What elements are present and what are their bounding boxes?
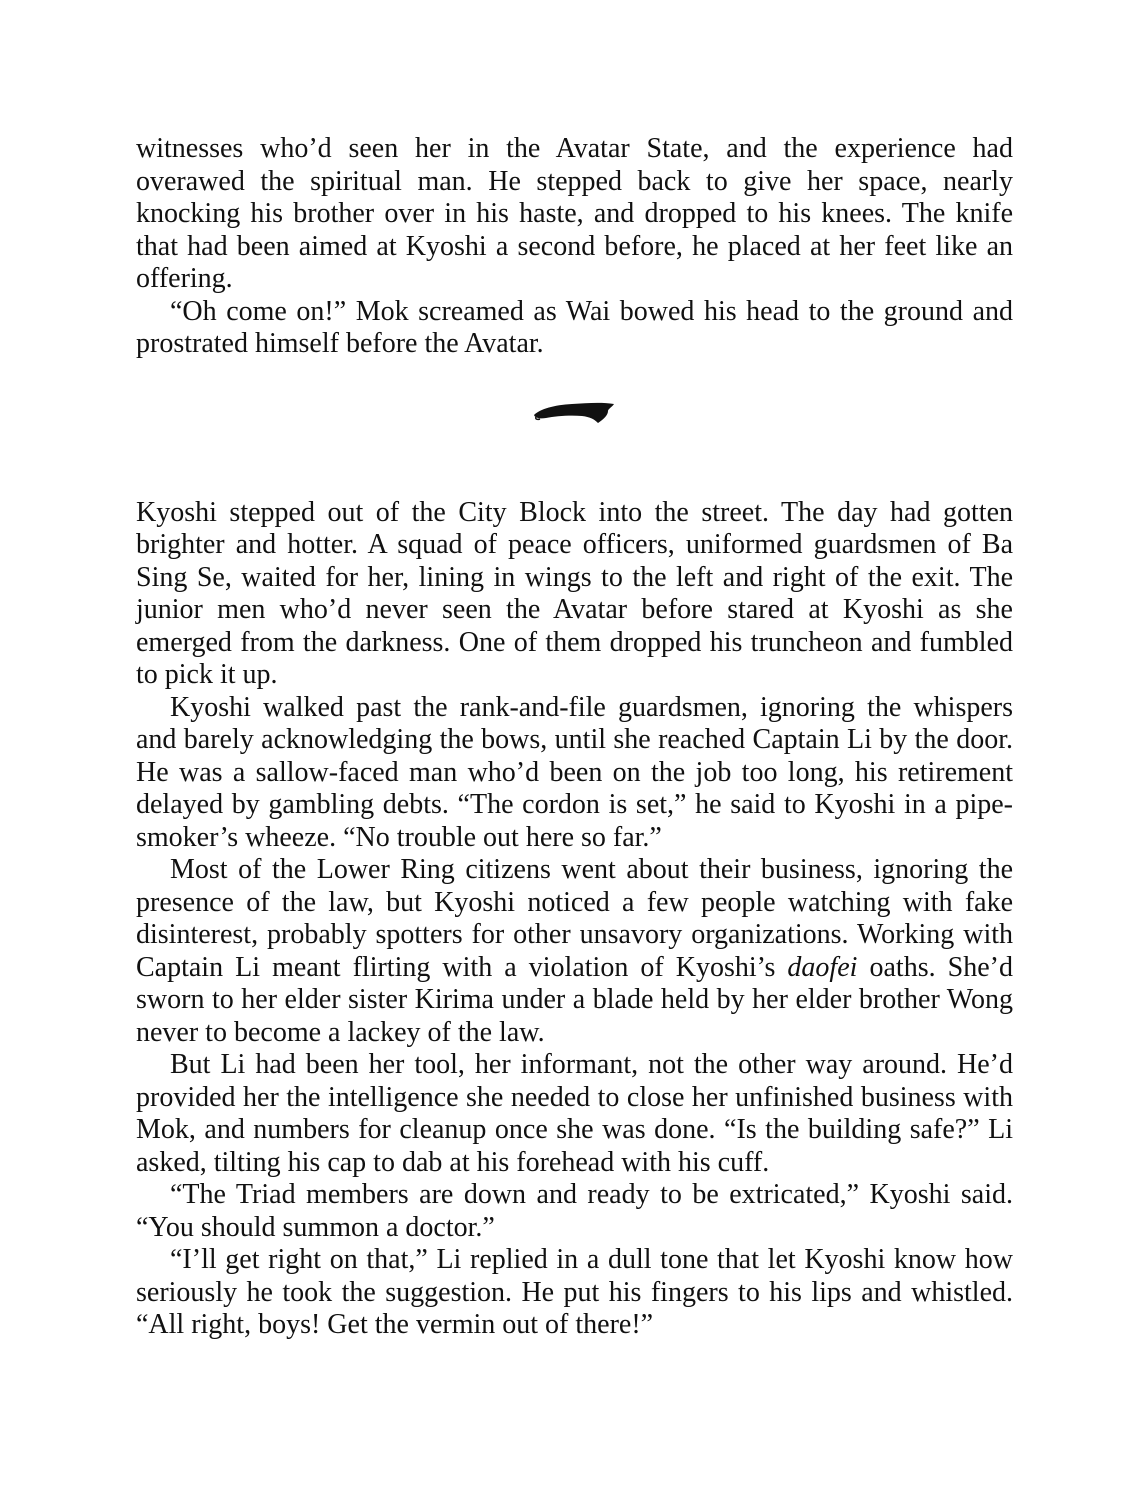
- paragraph: “Oh come on!” Mok screamed as Wai bowed his head to the ground and prostrated himself before the Avatar.: [136, 295, 1013, 359]
- paragraph: Kyoshi walked past the rank-and-file guardsmen, ignoring the whispers and barely acknowledging the bows, until she reached Captain Li by the door. He was a sallow-faced man who’d been on the job too long, his retirement delayed by gambling debts. “The cordon is set,” he said to Kyoshi in a pipe-smoker’s wheeze. “No trouble out here so far.”: [136, 691, 1013, 853]
- paragraph: witnesses who’d seen her in the Avatar State, and the experience had overawed the spiritual man. He stepped back to give her space, nearly knocking his brother over in his haste, and dropped to his knees. The knife that had been aimed at Kyoshi a second before, he placed at her feet like an offering.: [136, 133, 1013, 294]
- section-break: [136, 361, 1013, 497]
- paragraph-text: Most of the Lower Ring citizens went about their business, ignoring the presence of the law, but Kyoshi noticed a few people watching with fake disinterest, probably spotters for other unsavory organizations. Working with Captain Li meant flirting with a violation of Kyoshi’s: [136, 854, 1013, 983]
- paragraph-text: oaths. She’d sworn to her elder sister Kirima under a blade held by her elder brother Wong never to become a lackey of the law.: [136, 951, 1013, 1048]
- paragraph: But Li had been her tool, her informant, not the other way around. He’d provided her the intelligence she needed to close her unfinished business with Mok, and numbers for cleanup once she was done. “Is the building safe?” Li asked, tilting his cap to dab at his forehead with his cuff.: [136, 1049, 1013, 1178]
- brush-stroke-ornament-icon: [532, 397, 616, 427]
- paragraph: Kyoshi stepped out of the City Block into the street. The day had gotten brighter and hotter. A squad of peace officers, uniformed guardsmen of Ba Sing Se, waited for her, lining in wings to the left and right of the exit. The junior men who’d never seen the Avatar before stared at Kyoshi as she emerged from the darkness. One of them dropped his truncheon and fumbled to pick it up.: [136, 496, 1013, 690]
- italic-term: daofei: [787, 951, 858, 983]
- book-page: [136, 133, 1013, 1342]
- paragraph: “I’ll get right on that,” Li replied in a dull tone that let Kyoshi know how seriously he took the suggestion. He put his fingers to his lips and whistled. “All right, boys! Get the vermin out of there!”: [136, 1244, 1013, 1340]
- paragraph: “The Triad members are down and ready to be extricated,” Kyoshi said. “You should summon a doctor.”: [136, 1179, 1013, 1243]
- paragraph: [136, 854, 1013, 1049]
